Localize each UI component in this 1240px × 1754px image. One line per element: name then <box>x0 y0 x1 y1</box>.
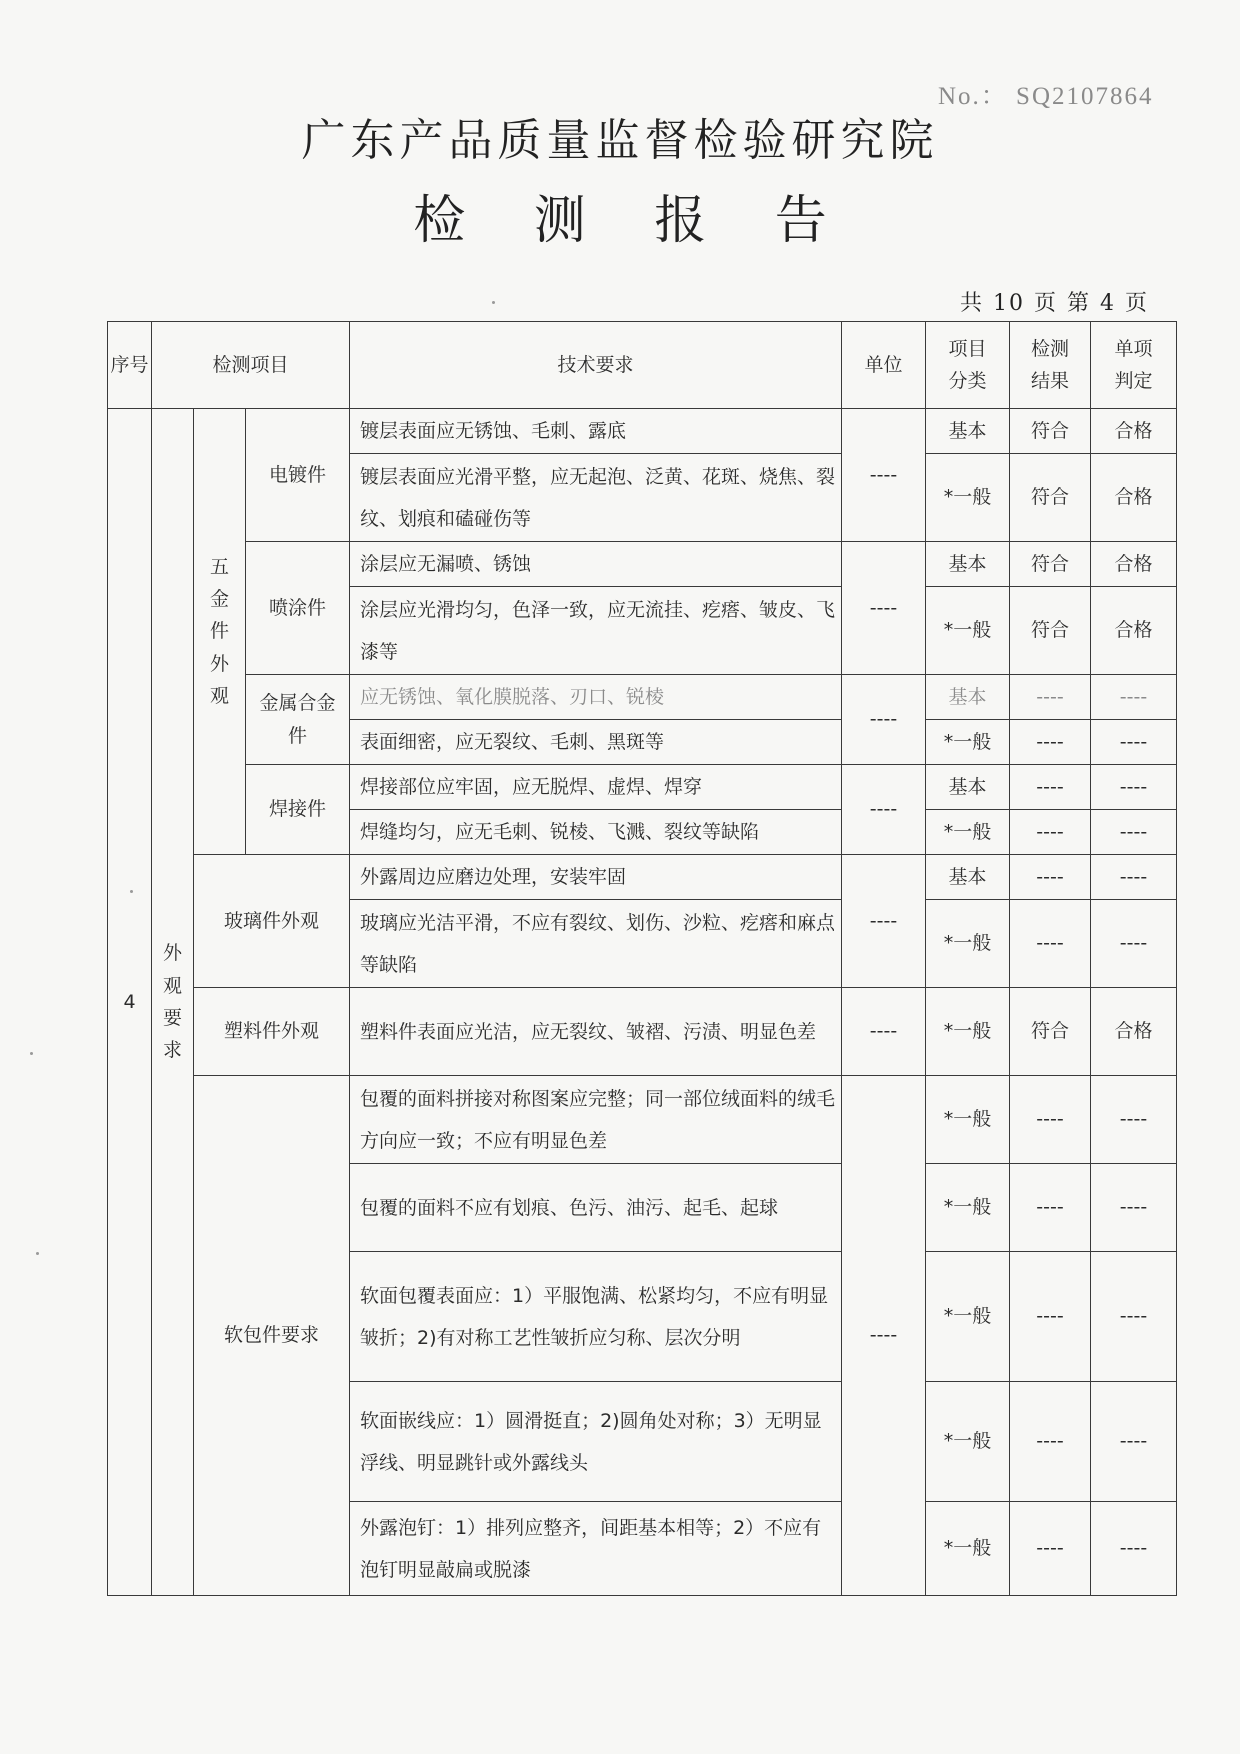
report-number: No.： SQ2107864 <box>938 83 1154 110</box>
requirement-cell: 包覆的面料不应有划痕、色污、油污、起毛、起球 <box>350 1164 842 1252</box>
verdict-cell: ---- <box>1091 765 1177 810</box>
category-cell: *一般 <box>926 1382 1010 1502</box>
requirement-cell: 包覆的面料拼接对称图案应完整；同一部位绒面料的绒毛方向应一致；不应有明显色差 <box>350 1076 842 1164</box>
result-cell: 符合 <box>1010 409 1091 454</box>
verdict-cell: ---- <box>1091 720 1177 765</box>
verdict-cell: ---- <box>1091 855 1177 900</box>
table-row <box>108 1076 1177 1164</box>
requirement-cell: 软面嵌线应：1）圆滑挺直；2)圆角处对称；3）无明显浮线、明显跳针或外露线头 <box>350 1382 842 1502</box>
result-cell: ---- <box>1010 1502 1091 1596</box>
requirement-cell: 塑料件表面应光洁，应无裂纹、皱褶、污渍、明显色差 <box>350 988 842 1076</box>
category-cell: *一般 <box>926 810 1010 855</box>
verdict-cell: ---- <box>1091 1382 1177 1502</box>
verdict-cell: 合格 <box>1091 454 1177 542</box>
seq-cell: 4 <box>108 409 152 1596</box>
scan-speck <box>36 1252 39 1255</box>
category-cell: *一般 <box>926 900 1010 988</box>
table-row <box>108 855 1177 900</box>
verdict-cell: ---- <box>1091 1502 1177 1596</box>
category-cell: *一般 <box>926 988 1010 1076</box>
requirement-cell: 焊缝均匀，应无毛刺、锐棱、飞溅、裂纹等缺陷 <box>350 810 842 855</box>
requirement-cell: 软面包覆表面应：1）平服饱满、松紧均匀，不应有明显皱折；2)有对称工艺性皱折应匀称、层次分明 <box>350 1252 842 1382</box>
requirement-cell: 涂层应光滑均匀，色泽一致，应无流挂、疙瘩、皱皮、飞漆等 <box>350 587 842 675</box>
result-cell: ---- <box>1010 720 1091 765</box>
table-row <box>108 988 1177 1076</box>
table-row <box>108 542 1177 587</box>
subitem-spray: 喷涂件 <box>246 542 350 675</box>
institution-title: 广东产品质量监督检验研究院 <box>301 115 939 166</box>
subitem-plating: 电镀件 <box>246 409 350 542</box>
header-result: 检测结果 <box>1010 322 1091 409</box>
unit-cell: ---- <box>842 988 926 1076</box>
subitem-plastic: 塑料件外观 <box>194 988 350 1076</box>
table-row <box>108 675 1177 720</box>
unit-cell: ---- <box>842 855 926 988</box>
table-row <box>108 409 1177 454</box>
requirement-cell: 涂层应无漏喷、锈蚀 <box>350 542 842 587</box>
header-verdict: 单项判定 <box>1091 322 1177 409</box>
result-cell: 符合 <box>1010 988 1091 1076</box>
subitem-soft: 软包件要求 <box>194 1076 350 1596</box>
category-cell: 基本 <box>926 765 1010 810</box>
document-title: 检 测 报 告 <box>413 191 853 251</box>
header-unit: 单位 <box>842 322 926 409</box>
subitem-weld: 焊接件 <box>246 765 350 855</box>
requirement-cell: 玻璃应光洁平滑，不应有裂纹、划伤、沙粒、疙瘩和麻点等缺陷 <box>350 900 842 988</box>
verdict-cell: ---- <box>1091 1164 1177 1252</box>
unit-cell: ---- <box>842 409 926 542</box>
subitem-glass: 玻璃件外观 <box>194 855 350 988</box>
unit-cell: ---- <box>842 675 926 765</box>
page-info: 共 10 页 第 4 页 <box>960 291 1149 316</box>
category-cell: *一般 <box>926 587 1010 675</box>
result-cell: ---- <box>1010 1076 1091 1164</box>
requirement-cell: 应无锈蚀、氧化膜脱落、刃口、锐棱 <box>350 675 842 720</box>
verdict-cell: ---- <box>1091 810 1177 855</box>
verdict-cell: ---- <box>1091 675 1177 720</box>
category-cell: *一般 <box>926 1252 1010 1382</box>
category-cell: *一般 <box>926 1164 1010 1252</box>
verdict-cell: ---- <box>1091 1252 1177 1382</box>
verdict-cell: 合格 <box>1091 988 1177 1076</box>
result-cell: ---- <box>1010 810 1091 855</box>
requirement-cell: 外露泡钉：1）排列应整齐，间距基本相等；2）不应有泡钉明显敲扁或脱漆 <box>350 1502 842 1596</box>
result-cell: ---- <box>1010 855 1091 900</box>
category-cell: 基本 <box>926 409 1010 454</box>
table-row <box>108 765 1177 810</box>
table-header-row <box>108 322 1177 409</box>
result-cell: ---- <box>1010 1164 1091 1252</box>
verdict-cell: ---- <box>1091 900 1177 988</box>
scan-speck <box>130 890 133 893</box>
result-cell: 符合 <box>1010 587 1091 675</box>
verdict-cell: ---- <box>1091 1076 1177 1164</box>
header-seq: 序号 <box>108 322 152 409</box>
unit-cell: ---- <box>842 765 926 855</box>
category-cell: 基本 <box>926 542 1010 587</box>
category-cell: 基本 <box>926 675 1010 720</box>
result-cell: ---- <box>1010 900 1091 988</box>
category-cell: *一般 <box>926 1076 1010 1164</box>
result-cell: ---- <box>1010 1382 1091 1502</box>
category-cell: *一般 <box>926 454 1010 542</box>
requirement-cell: 表面细密，应无裂纹、毛刺、黑斑等 <box>350 720 842 765</box>
group-hardware: 五金件外观 <box>194 409 246 855</box>
group-appearance: 外观要求 <box>152 409 194 1596</box>
header-item: 检测项目 <box>152 322 350 409</box>
result-cell: ---- <box>1010 765 1091 810</box>
requirement-cell: 镀层表面应光滑平整，应无起泡、泛黄、花斑、烧焦、裂纹、划痕和磕碰伤等 <box>350 454 842 542</box>
result-cell: ---- <box>1010 675 1091 720</box>
category-cell: *一般 <box>926 720 1010 765</box>
category-cell: 基本 <box>926 855 1010 900</box>
unit-cell: ---- <box>842 542 926 675</box>
category-cell: *一般 <box>926 1502 1010 1596</box>
requirement-cell: 外露周边应磨边处理，安装牢固 <box>350 855 842 900</box>
verdict-cell: 合格 <box>1091 409 1177 454</box>
verdict-cell: 合格 <box>1091 587 1177 675</box>
header-category: 项目分类 <box>926 322 1010 409</box>
scan-speck <box>492 301 495 304</box>
header-requirement: 技术要求 <box>350 322 842 409</box>
inspection-table <box>107 321 1177 1596</box>
result-cell: 符合 <box>1010 542 1091 587</box>
requirement-cell: 焊接部位应牢固，应无脱焊、虚焊、焊穿 <box>350 765 842 810</box>
result-cell: ---- <box>1010 1252 1091 1382</box>
result-cell: 符合 <box>1010 454 1091 542</box>
scan-speck <box>30 1052 33 1055</box>
requirement-cell: 镀层表面应无锈蚀、毛刺、露底 <box>350 409 842 454</box>
unit-cell: ---- <box>842 1076 926 1596</box>
verdict-cell: 合格 <box>1091 542 1177 587</box>
subitem-alloy: 金属合金件 <box>246 675 350 765</box>
